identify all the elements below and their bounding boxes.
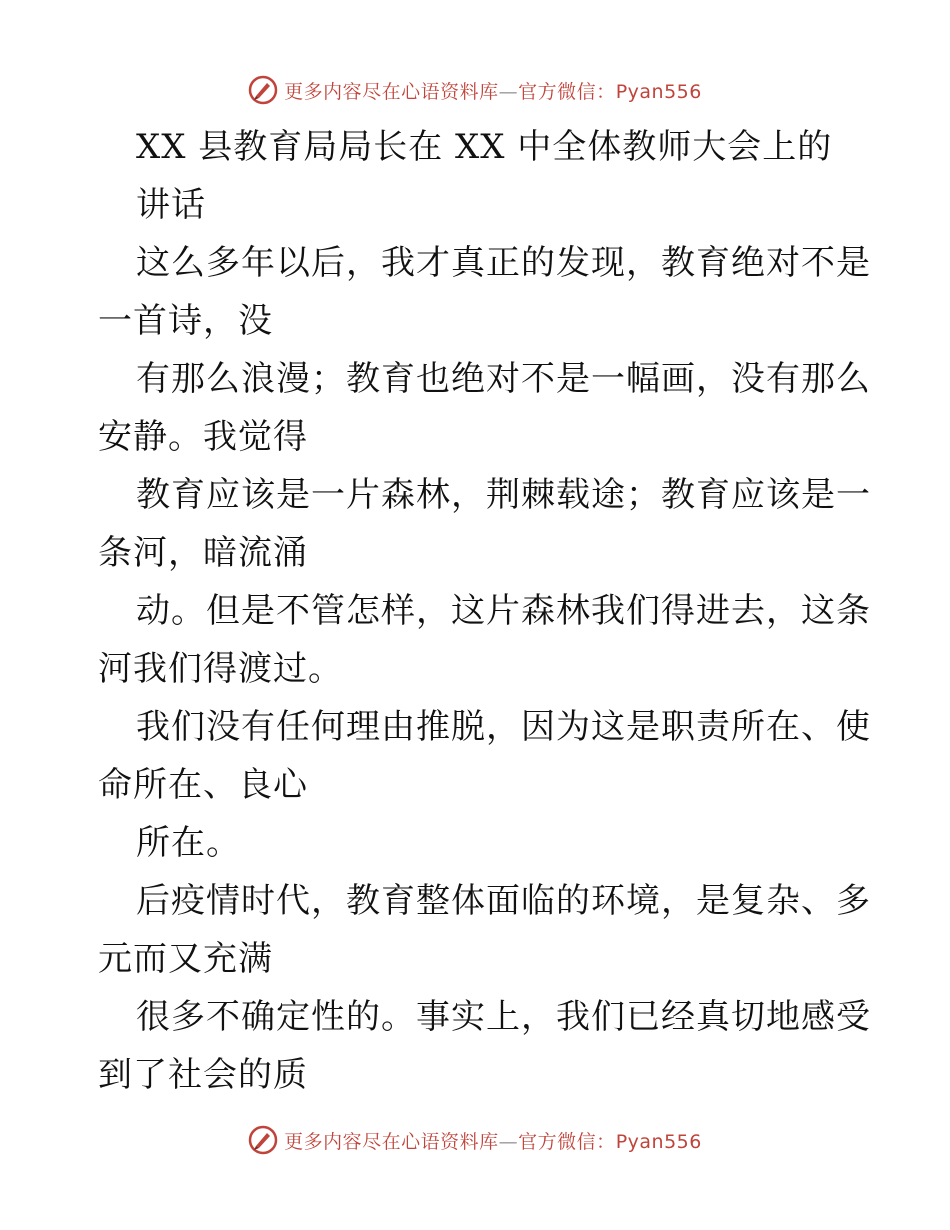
- doc-line: 很多不确定性的。事实上，我们已经真切地感受: [136, 997, 871, 1037]
- doc-line: 条河，暗流涌: [98, 533, 308, 573]
- footer-banner: [0, 1120, 950, 1160]
- banner-dash: —: [498, 1130, 519, 1153]
- document-body: [98, 118, 871, 1104]
- doc-line: 讲话: [136, 185, 206, 225]
- doc-line: 后疫情时代，教育整体面临的环境，是复杂、多: [136, 881, 871, 921]
- doc-line: 所在。: [136, 823, 241, 863]
- doc-line: 命所在、良心: [98, 765, 308, 805]
- banner-wechat-id: Pyan556: [615, 80, 702, 103]
- banner-wechat-label: 官方微信：: [518, 1130, 616, 1153]
- banner-wechat-label: 官方微信：: [518, 80, 616, 103]
- doc-line: 一首诗，没: [98, 301, 273, 341]
- doc-line: XX 县教育局局长在 XX 中全体教师大会上的: [136, 127, 833, 167]
- pen-seal-logo-icon: [248, 75, 278, 105]
- doc-line: 安静。我觉得: [98, 417, 308, 457]
- banner-brand-text: 更多内容尽在心语资料库: [284, 1130, 499, 1153]
- header-banner: [0, 70, 950, 110]
- doc-line: 到了社会的质: [98, 1055, 308, 1095]
- doc-line: 元而又充满: [98, 939, 273, 979]
- doc-line: 我们没有任何理由推脱，因为这是职责所在、使: [136, 707, 871, 747]
- doc-line: 这么多年以后，我才真正的发现，教育绝对不是: [136, 243, 871, 283]
- banner-wechat-id: Pyan556: [615, 1130, 702, 1153]
- doc-line: 有那么浪漫；教育也绝对不是一幅画，没有那么: [136, 359, 871, 399]
- banner-dash: —: [498, 80, 519, 103]
- doc-line: 动。但是不管怎样，这片森林我们得进去，这条: [136, 591, 871, 631]
- banner-brand-text: 更多内容尽在心语资料库: [284, 80, 499, 103]
- doc-line: 教育应该是一片森林，荆棘载途；教育应该是一: [136, 475, 871, 515]
- doc-line: 河我们得渡过。: [98, 649, 343, 689]
- pen-seal-logo-icon: [248, 1125, 278, 1155]
